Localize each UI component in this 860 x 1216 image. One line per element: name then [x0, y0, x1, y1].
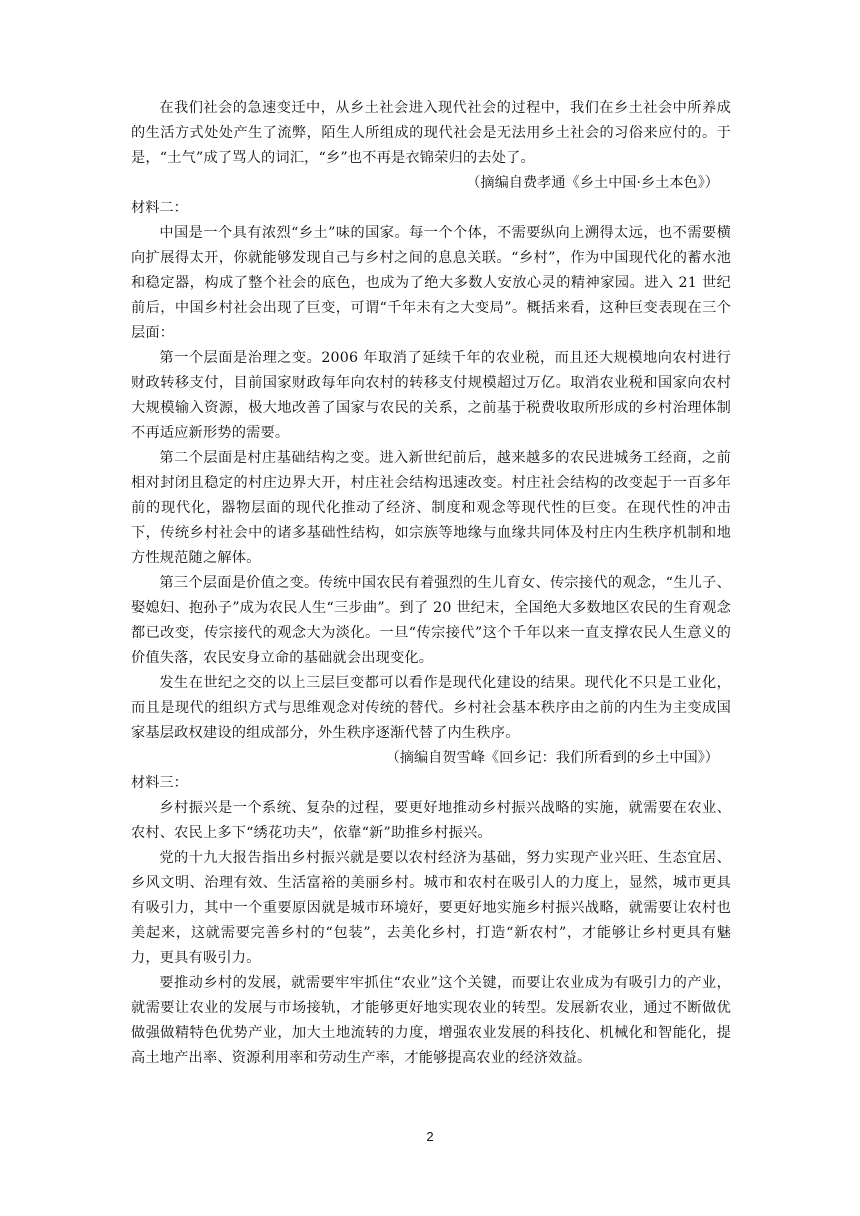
paragraph-material-2-intro: 中国是一个具有浓烈“乡土”味的国家。每一个个体，不需要纵向上溯得太远，也不需要横向扩展得太开，你就能够发现自己与乡村之间的息息关联。“乡村”，作为中国现代化的蓄水池和稳定器，构成了整个社会的底色，也成为了绝大多数人安放心灵的精神家园。进入 21 世纪前后，中国乡村社会出现了巨变，可谓“千年未有之大变局”。概括来看，这种巨变表现在三个层面： [131, 225, 731, 341]
paragraph-rural-revitalization: 乡村振兴是一个系统、复杂的过程，要更好地推动乡村振兴战略的实施，就需要在农业、农村、农民上多下“绣花功夫”，依靠“新”助推乡村振兴。 [131, 800, 731, 841]
section-heading-material-2: 材料二： [131, 200, 188, 216]
paragraph-value-change: 第三个层面是价值之变。传统中国农民有着强烈的生儿育女、传宗接代的观念，“生儿子、娶媳妇、抱孙子”成为农民人生“三步曲”。到了 20 世纪末，全国绝大多数地区农民的生育观念都已改变，传宗接代的观念大为淡化。一旦“传宗接代”这个千年以来一直支撑农民人生意义的价值失落，农民安身立命的基础就会出现变化。 [131, 575, 731, 666]
paragraph-agriculture-development: 要推动乡村的发展，就需要牢牢抓住“农业”这个关键，而要让农业成为有吸引力的产业，就需要让农业的发展与市场接轨，才能够更好地实现农业的转型。发展新农业，通过不断做优做强做精特色优势产业，加大土地流转的力度，增强农业发展的科技化、机械化和智能化，提高土地产出率、资源利用率和劳动生产率，才能够提高农业的经济效益。 [131, 975, 731, 1066]
source-citation-2: （摘编自贺雪峰《回乡记：我们所看到的乡土中国》） [385, 750, 719, 766]
paragraph-governance-change: 第一个层面是治理之变。2006 年取消了延续千年的农业税，而且还大规模地向农村进行财政转移支付，目前国家财政每年向农村的转移支付规模超过万亿。取消农业税和国家向农村大规模输入资源，极大地改善了国家与农民的关系，之前基于税费收取所形成的乡村治理体制不再适应新形势的需要。 [131, 350, 731, 441]
paragraph-nineteenth-congress: 党的十九大报告指出乡村振兴就是要以农村经济为基础，努力实现产业兴旺、生态宜居、乡风文明、治理有效、生活富裕的美丽乡村。城市和农村在吸引人的力度上，显然，城市更具有吸引力，其中一个重要原因就是城市环境好，要更好地实施乡村振兴战略，就需要让农村也美起来，这就需要完善乡村的“包装”，去美化乡村，打造“新农村”，才能够让乡村更具有魅力，更具有吸引力。 [131, 850, 731, 966]
paragraph-intro: 在我们社会的急速变迁中，从乡土社会进入现代社会的过程中，我们在乡土社会中所养成的生活方式处处产生了流弊，陌生人所组成的现代社会是无法用乡土社会的习俗来应付的。于是，“土气”成了骂人的词汇，“乡”也不再是衣锦荣归的去处了。 [131, 100, 731, 166]
paragraph-structure-change: 第二个层面是村庄基础结构之变。进入新世纪前后，越来越多的农民进城务工经商，之前相对封闭且稳定的村庄边界大开，村庄社会结构迅速改变。村庄社会结构的改变起于一百多年前的现代化，器物层面的现代化推动了经济、制度和观念等现代性的巨变。在现代性的冲击下，传统乡村社会中的诸多基础性结构，如宗族等地缘与血缘共同体及村庄内生秩序机制和地方性规范随之解体。 [131, 450, 731, 566]
document-body [131, 96, 731, 1071]
paragraph-modernization-summary: 发生在世纪之交的以上三层巨变都可以看作是现代化建设的结果。现代化不只是工业化，而且是现代的组织方式与思维观念对传统的替代。乡村社会基本秩序由之前的内生为主变成国家基层政权建设的组成部分，外生秩序逐渐代替了内生秩序。 [131, 675, 731, 741]
page-number: 2 [426, 1129, 434, 1144]
source-citation-1: （摘编自费孝通《乡土中国·乡土本色》） [466, 175, 719, 191]
section-heading-material-3: 材料三： [131, 775, 188, 791]
